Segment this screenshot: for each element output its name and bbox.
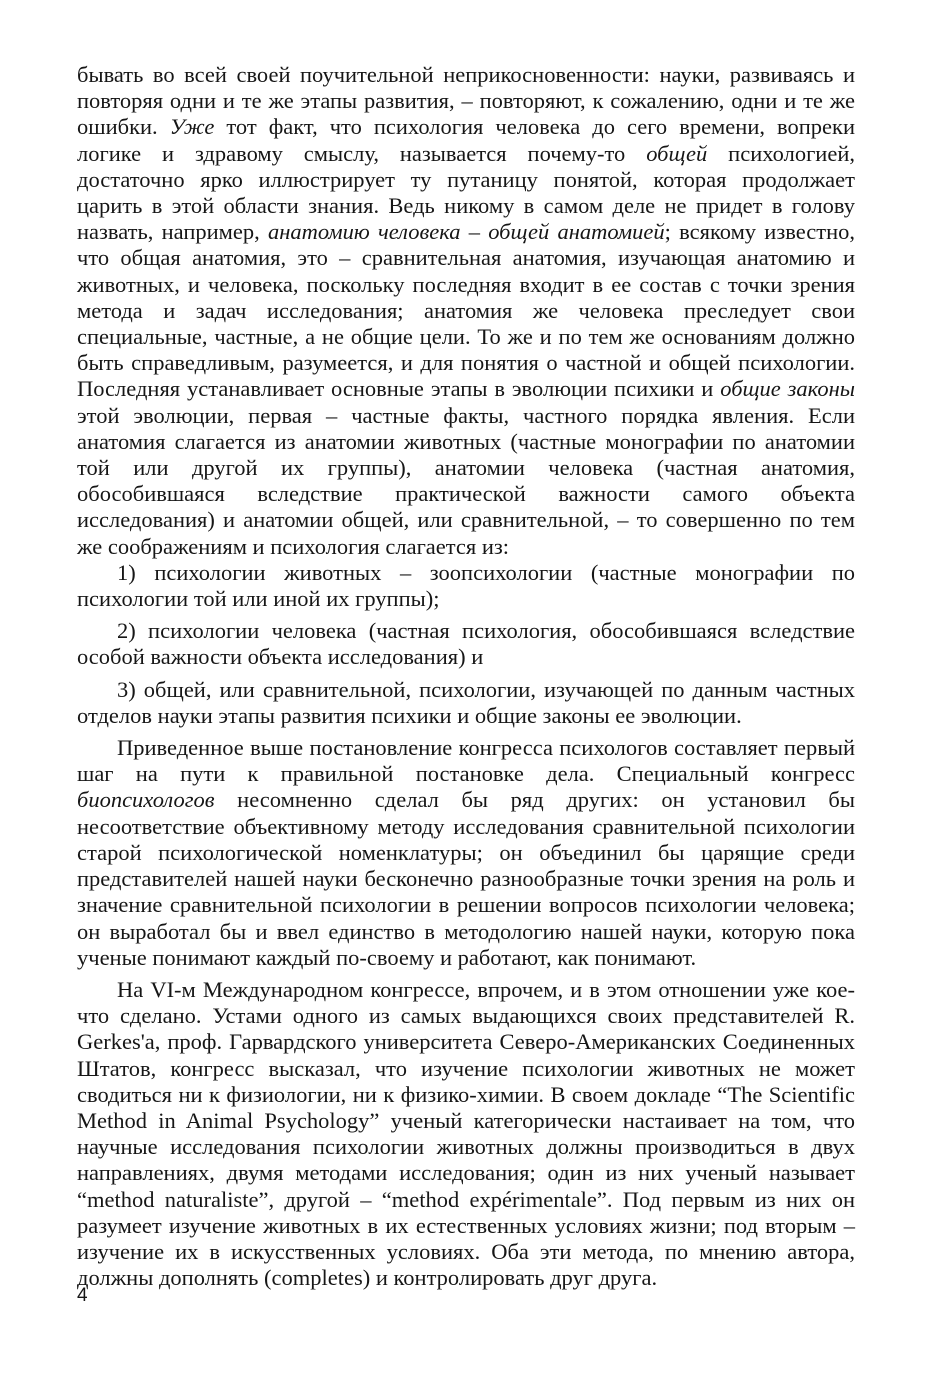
- page-text-body: [77, 62, 855, 1291]
- list-item-zoopsychology: 1) психологии животных – зоопсихологии (частные монографии по психологии той или иной их группы);: [77, 559, 855, 612]
- emphasized-text: общие законы: [720, 376, 855, 402]
- paragraph-congress-resolution: Приведенное выше постановление конгресса психологов составляет первый шаг на пути к правильной постановке дела. Специальный конгресс биопсихологов несомненно сделал бы ряд других: он установил бы несоответствие объективному методу исследования сравнительной психологии старой психологической номенклатуры; он объединил бы царящие среди представителей нашей науки бесконечно разнообразные точки зрения на роль и значение сравнительной психологии в решении вопросов психологии человека; он выработал бы и ввел единство в методологию нашей науки, которую пока ученые понимают каждый по-своему и работают, как понимают.: [77, 735, 855, 970]
- emphasized-text: анатомию человека – общей анатомией: [268, 219, 665, 245]
- emphasized-text: биопсихологов: [77, 787, 215, 813]
- list-item-comparative-psychology: 3) общей, или сравнительной, психологии, изучающей по данным частных отделов науки этапы развития психики и общие законы ее эволюции.: [77, 676, 855, 728]
- paragraph-sixth-congress: На VI-м Международном конгрессе, впрочем, и в этом отношении уже кое-что сделано. Устами одного из самых выдающихся своих представителей R. Gerkes'a, проф. Гарвардского университета Северо-Американских Соединенных Штатов, конгресс высказал, что изучение психологии животных не может сводиться ни к физиологии, ни к физико-химии. В своем докладе “The Scientific Method in Animal Psychology” ученый категорически настаивает на том, что научные исследования психологии животных должны производиться в двух направлениях, двумя методами исследования; один из них ученый называет “method naturaliste”, другой – “method expérimentale”. Под первым из них он разумеет изучение животных в их естественных условиях жизни; под вторым – изучение их в искусственных условиях. Оба эти метода, по мнению автора, должны дополнять (completes) и контролировать друг друга.: [77, 976, 855, 1291]
- paragraph-continuation: бывать во всей своей поучительной неприкосновенности: науки, развиваясь и повторяя одни и те же этапы развития, – повторяют, к сожалению, одни и те же ошибки. Уже тот факт, что психология человека до сего времени, вопреки логике и здравому смыслу, называется почему-то общей психологией, достаточно ярко иллюстрирует ту путаницу понятой, которая продолжает царить в этой области знания. Ведь никому в самом деле не придет в голову назвать, например, анатомию человека – общей анатомией; всякому известно, что общая анатомия, это – сравнительная анатомия, изучающая анатомию и животных, и человека, поскольку последняя входит в ее состав с точки зрения метода и задач исследования; анатомия же человека преследует свои специальные, частные, а не общие цели. То же и по тем же основаниям должно быть справедливым, разумеется, и для понятия о частной и общей психологии. Последняя устанавливает основные этапы в эволюции психики и общие законы этой эволюции, первая – частные факты, частного порядка явления. Если анатомия слагается из анатомии животных (частные монографии по анатомии той или другой их группы), анатомии человека (частная анатомия, обособившаяся вследствие практической важности самого объекта исследования) и анатомии общей, или сравнительной, – то совершенно по тем же соображениям и психология слагается из:: [77, 62, 855, 559]
- emphasized-text: Уже: [169, 114, 215, 140]
- page-number: 4: [77, 1285, 88, 1306]
- list-item-human-psychology: 2) психологии человека (частная психология, обособившаяся вследствие особой важности объекта исследования) и: [77, 618, 855, 670]
- emphasized-text: общей: [646, 140, 708, 166]
